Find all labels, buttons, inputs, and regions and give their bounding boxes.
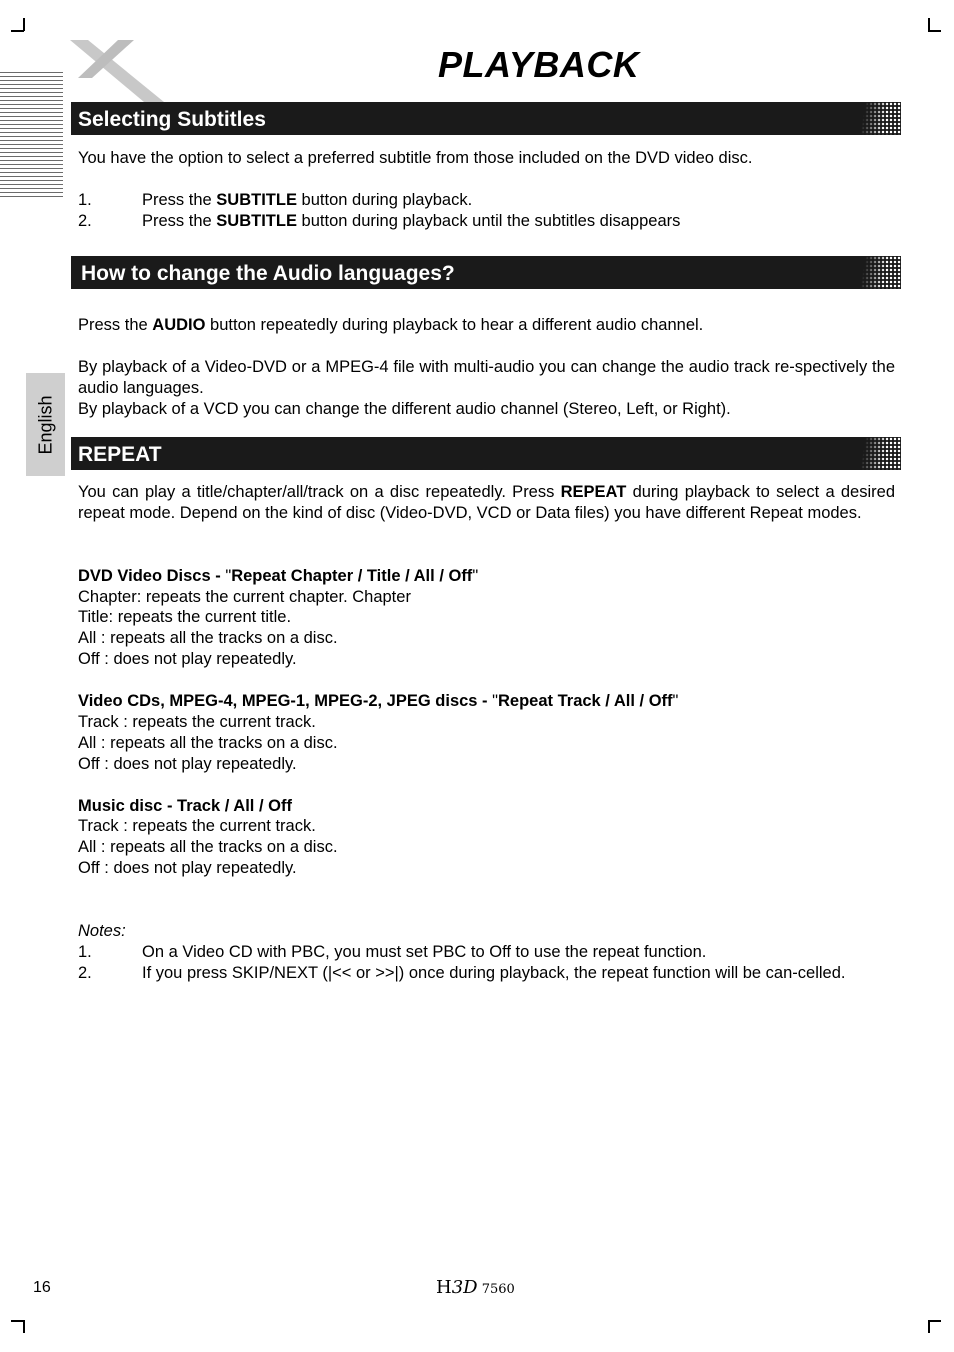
audio-paragraph-1: Press the AUDIO button repeatedly during playback to hear a different audio channel.: [78, 316, 704, 334]
step-text: Press the SUBTITLE button during playback.: [142, 191, 473, 209]
repeat-group-title: Video CDs, MPEG-4, MPEG-1, MPEG-2, JPEG discs - "Repeat Track / All / Off": [78, 692, 679, 710]
repeat-group-line: All : repeats all the tracks on a disc.: [78, 629, 338, 647]
crop-mark-bottom-left-h: [11, 1320, 24, 1322]
crop-mark-top-left-h: [11, 30, 24, 32]
audio-paragraph-3: By playback of a VCD you can change the different audio channel (Stereo, Left, or Right).: [78, 400, 731, 418]
repeat-group-line: Off : does not play repeatedly.: [78, 859, 297, 877]
repeat-group-title: DVD Video Discs - "Repeat Chapter / Title / All / Off": [78, 567, 479, 585]
section-heading: How to change the Audio languages?: [81, 262, 455, 285]
repeat-group-line: Off : does not play repeatedly.: [78, 755, 297, 773]
audio-paragraph-2: By playback of a Video-DVD or a MPEG-4 file with multi-audio you can change the audio track re-spectively the audio languages.: [78, 358, 895, 397]
step-number: 1.: [78, 191, 92, 209]
model-name: H3D 7560: [436, 1277, 515, 1298]
repeat-intro: You can play a title/chapter/all/track on a disc repeatedly. Press REPEAT during playback to select a desired repeat mode. Depend on the kind of disc (Video-DVD, VCD or Data files) you have different Repeat modes.: [78, 483, 895, 522]
notes-label: Notes:: [78, 922, 126, 940]
crop-mark-top-right-h: [928, 30, 941, 32]
crop-mark-bottom-left-v: [23, 1320, 25, 1333]
repeat-group-line: Off : does not play repeatedly.: [78, 650, 297, 668]
step-text: Press the SUBTITLE button during playback until the subtitles disappears: [142, 212, 681, 230]
repeat-group-line: All : repeats all the tracks on a disc.: [78, 838, 338, 856]
page-number: 16: [33, 1279, 51, 1296]
repeat-group-title: Music disc - Track / All / Off: [78, 797, 292, 815]
repeat-group-line: Chapter: repeats the current chapter. Chapter: [78, 588, 411, 606]
section-header-repeat: [71, 437, 901, 470]
note-text: If you press SKIP/NEXT (|<< or >>|) once during playback, the repeat function will be can-celled.: [142, 964, 846, 982]
section-header-audio: [71, 256, 901, 289]
crop-mark-bottom-right-v: [928, 1320, 930, 1333]
section-header-subtitles: [71, 102, 901, 135]
section-heading: REPEAT: [78, 443, 162, 466]
subtitles-intro: You have the option to select a preferred subtitle from those included on the DVD video disc.: [78, 149, 753, 167]
brand-x-logo-icon: [66, 38, 166, 104]
repeat-group-line: Title: repeats the current title.: [78, 608, 292, 626]
page-title: PLAYBACK: [438, 44, 640, 85]
crop-mark-bottom-right-h: [928, 1320, 941, 1322]
repeat-group-line: All : repeats all the tracks on a disc.: [78, 734, 338, 752]
section-heading: Selecting Subtitles: [78, 108, 266, 131]
note-text: On a Video CD with PBC, you must set PBC to Off to use the repeat function.: [142, 943, 707, 961]
language-side-tab-label: English: [35, 394, 55, 455]
repeat-group-line: Track : repeats the current track.: [78, 713, 316, 731]
note-number: 1.: [78, 943, 92, 961]
step-number: 2.: [78, 212, 92, 230]
repeat-group-line: Track : repeats the current track.: [78, 817, 316, 835]
language-side-tab: [26, 373, 65, 476]
header-stripe-decoration: [0, 72, 63, 200]
note-number: 2.: [78, 964, 92, 982]
